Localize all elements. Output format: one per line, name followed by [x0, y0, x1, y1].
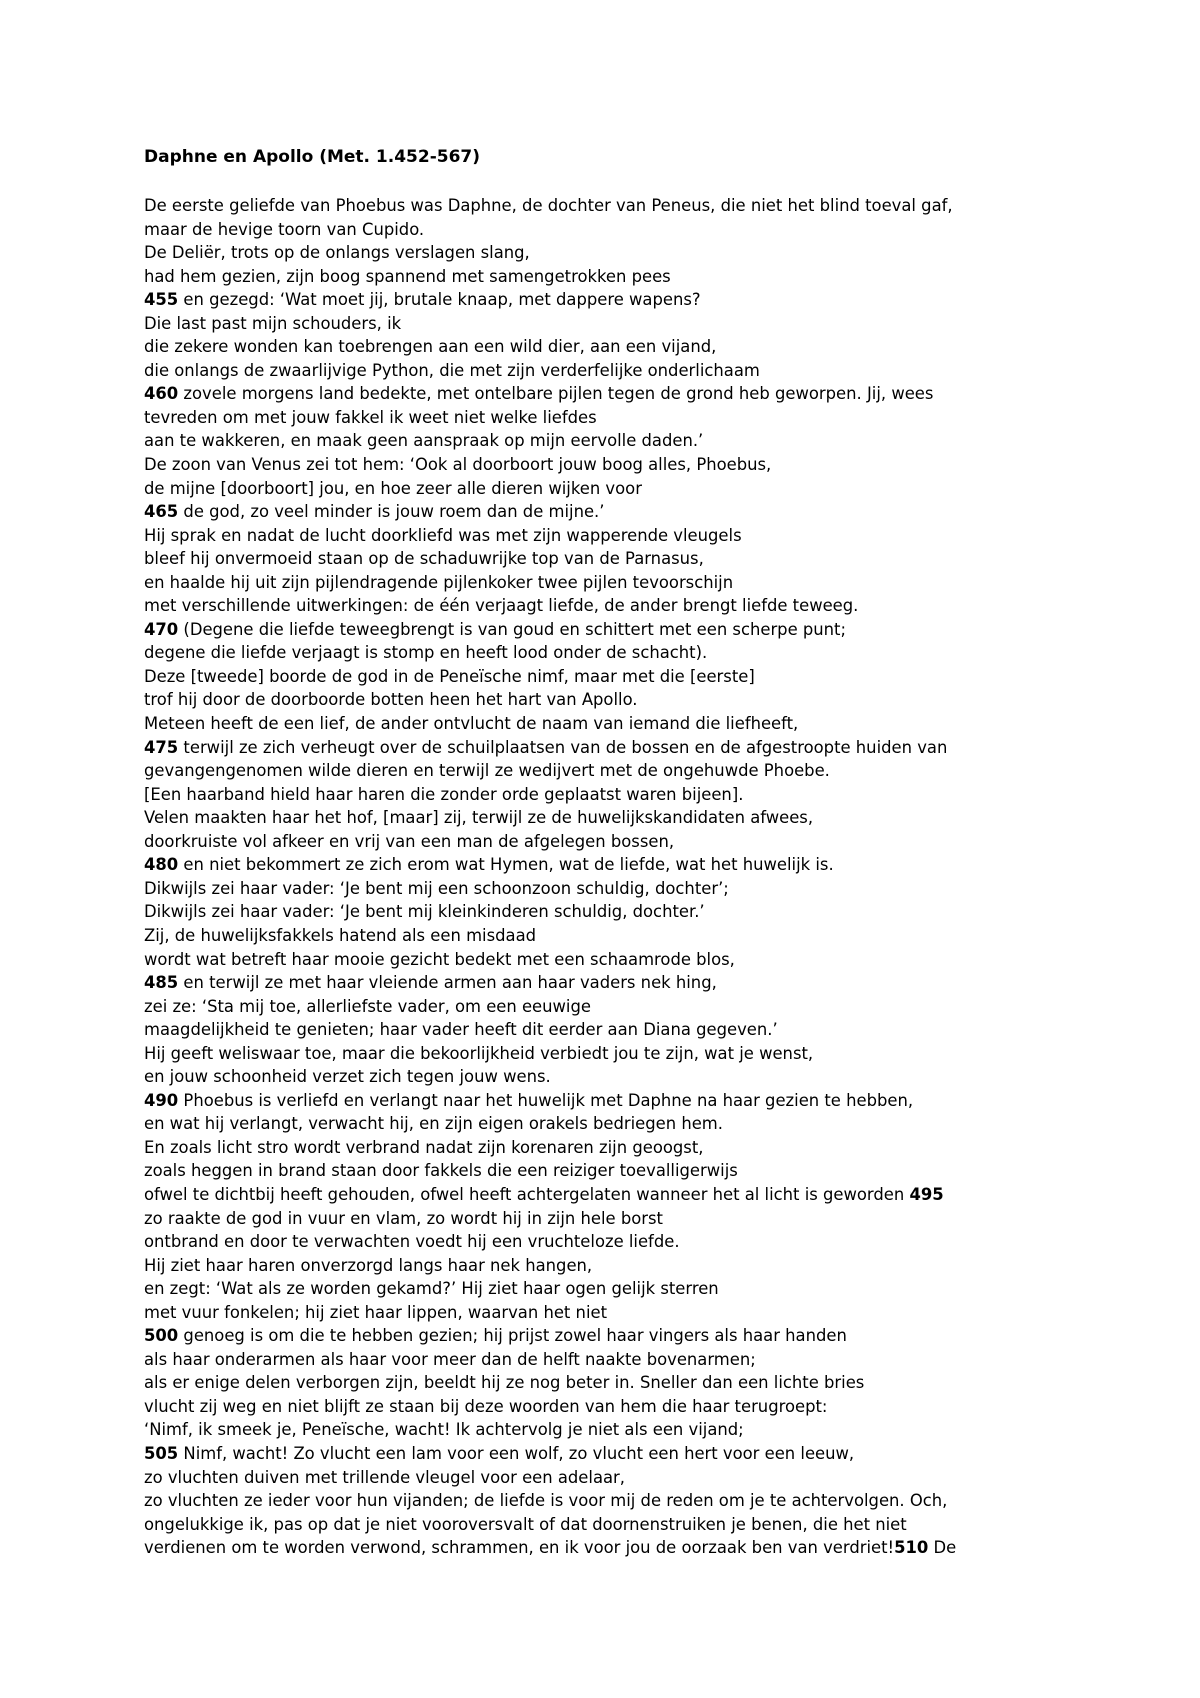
verse-line [144, 806, 1064, 830]
line-text: de mijne [doorboort] jou, en hoe zeer alle dieren wijken voor [144, 478, 642, 498]
line-number: 505 [144, 1443, 179, 1463]
document-body [144, 194, 1064, 1560]
line-text: Hij sprak en nadat de lucht doorkliefd was met zijn wapperende vleugels [144, 525, 742, 545]
verse-line [144, 1371, 1064, 1395]
verse-line-numbered [144, 736, 1064, 760]
verse-line-numbered [144, 288, 1064, 312]
verse-line [144, 1136, 1064, 1160]
verse-line [144, 1207, 1064, 1231]
line-text: bleef hij onvermoeid staan op de schaduwrijke top van de Parnasus, [144, 549, 704, 569]
line-text: en wat hij verlangt, verwacht hij, en zijn eigen orakels bedriegen hem. [144, 1114, 723, 1134]
line-text: Phoebus is verliefd en verlangt naar het huwelijk met Daphne na haar gezien te hebben, [178, 1090, 914, 1110]
line-number: 470 [144, 619, 179, 639]
line-text: ofwel te dichtbij heeft gehouden, ofwel heeft achtergelaten wanneer het al licht is geworden [144, 1184, 910, 1204]
line-number: 455 [144, 290, 179, 310]
line-text: genoeg is om die te hebben gezien; hij prijst zowel haar vingers als haar handen [178, 1326, 847, 1346]
line-text: ongelukkige ik, pas op dat je niet vooroversvalt of dat doornenstruiken je benen, die het niet [144, 1514, 907, 1534]
verse-line-numbered [144, 853, 1064, 877]
line-text: (Degene die liefde teweegbrengt is van goud en schittert met een scherpe punt; [178, 619, 847, 639]
verse-line [144, 712, 1064, 736]
line-text: de god, zo veel minder is jouw roem dan de mijne.’ [178, 502, 605, 522]
verse-line [144, 406, 1064, 430]
verse-line [144, 241, 1064, 265]
line-number: 510 [894, 1538, 929, 1558]
verse-line [144, 312, 1064, 336]
line-text: De zoon van Venus zei tot hem: ‘Ook al doorboort jouw boog alles, Phoebus, [144, 455, 772, 475]
line-text: trof hij door de doorboorde botten heen het hart van Apollo. [144, 690, 638, 710]
line-text: Hij geeft weliswaar toe, maar die bekoorlijkheid verbiedt jou te zijn, wat je wenst, [144, 1043, 814, 1063]
line-text: als er enige delen verborgen zijn, beeldt hij ze nog beter in. Sneller dan een lichte bries [144, 1373, 865, 1393]
verse-line [144, 924, 1064, 948]
line-text: Velen maakten haar het hof, [maar] zij, terwijl ze de huwelijkskandidaten afwees, [144, 808, 814, 828]
verse-line-numbered [144, 1324, 1064, 1348]
line-text: Hij ziet haar haren onverzorgd langs haar nek hangen, [144, 1255, 593, 1275]
line-text: doorkruiste vol afkeer en vrij van een man de afgelegen bossen, [144, 831, 675, 851]
line-text: terwijl ze zich verheugt over de schuilplaatsen van de bossen en de afgestroopte huiden van [178, 737, 948, 757]
verse-line [144, 1395, 1064, 1419]
verse-line-numbered [144, 382, 1064, 406]
verse-line [144, 1466, 1064, 1490]
line-number: 490 [144, 1090, 179, 1110]
verse-line [144, 995, 1064, 1019]
line-text: en gezegd: ‘Wat moet jij, brutale knaap, met dappere wapens? [178, 290, 701, 310]
document-title: Daphne en Apollo (Met. 1.452-567) [144, 147, 481, 167]
line-text: Deze [tweede] boorde de god in de Peneïsche nimf, maar met die [eerste] [144, 666, 755, 686]
line-text: zo vluchten ze ieder voor hun vijanden; de liefde is voor mij de reden om je te achtervolgen. Och, [144, 1491, 948, 1511]
verse-line [144, 453, 1064, 477]
verse-line [144, 1018, 1064, 1042]
line-text: Nimf, wacht! Zo vlucht een lam voor een wolf, zo vlucht een hert voor een leeuw, [178, 1443, 855, 1463]
line-text: wordt wat betreft haar mooie gezicht bedekt met een schaamrode blos, [144, 949, 735, 969]
line-text: met verschillende uitwerkingen: de één verjaagt liefde, de ander brengt liefde teweeg. [144, 596, 859, 616]
line-text: [Een haarband hield haar haren die zonder orde geplaatst waren bijeen]. [144, 784, 744, 804]
line-text: maar de hevige toorn van Cupido. [144, 219, 425, 239]
verse-line-numbered [144, 618, 1064, 642]
line-number: 480 [144, 855, 179, 875]
line-text: die zekere wonden kan toebrengen aan een wild dier, aan een vijand, [144, 337, 717, 357]
line-text: zei ze: ‘Sta mij toe, allerliefste vader, om een eeuwige [144, 996, 591, 1016]
line-text: en niet bekommert ze zich erom wat Hymen, wat de liefde, wat het huwelijk is. [178, 855, 834, 875]
line-text: De eerste geliefde van Phoebus was Daphne, de dochter van Peneus, die niet het blind toeval gaf, [144, 196, 953, 215]
verse-line [144, 1112, 1064, 1136]
line-text: En zoals licht stro wordt verbrand nadat zijn korenaren zijn geoogst, [144, 1137, 704, 1157]
line-text: De [928, 1538, 957, 1558]
verse-line [144, 1042, 1064, 1066]
verse-line [144, 547, 1064, 571]
verse-line [144, 1277, 1064, 1301]
verse-line [144, 783, 1064, 807]
verse-line [144, 877, 1064, 901]
verse-line [144, 1159, 1064, 1183]
verse-line [144, 429, 1064, 453]
verse-line [144, 218, 1064, 242]
verse-line [144, 194, 1064, 218]
verse-line [144, 759, 1064, 783]
line-text: met vuur fonkelen; hij ziet haar lippen, waarvan het niet [144, 1302, 608, 1322]
line-text: en zegt: ‘Wat als ze worden gekamd?’ Hij ziet haar ogen gelijk sterren [144, 1279, 719, 1299]
verse-line [144, 1301, 1064, 1325]
line-text: had hem gezien, zijn boog spannend met samengetrokken pees [144, 266, 671, 286]
line-text: tevreden om met jouw fakkel ik weet niet welke liefdes [144, 407, 597, 427]
verse-line [144, 688, 1064, 712]
line-number: 495 [909, 1184, 944, 1204]
line-text: De Deliër, trots op de onlangs verslagen slang, [144, 243, 530, 263]
verse-line [144, 830, 1064, 854]
line-text: Dikwijls zei haar vader: ‘Je bent mij kleinkinderen schuldig, dochter.’ [144, 902, 705, 922]
line-text: en terwijl ze met haar vleiende armen aan haar vaders nek hing, [178, 973, 717, 993]
verse-line [144, 265, 1064, 289]
verse-line [144, 948, 1064, 972]
line-text: zovele morgens land bedekte, met ontelbare pijlen tegen de grond heb geworpen. Jij, wees [178, 384, 934, 404]
verse-line [144, 524, 1064, 548]
verse-line [144, 900, 1064, 924]
line-text: Zij, de huwelijksfakkels hatend als een misdaad [144, 925, 537, 945]
line-text: maagdelijkheid te genieten; haar vader heeft dit eerder aan Diana gegeven.’ [144, 1020, 778, 1040]
verse-line [144, 1230, 1064, 1254]
line-number: 465 [144, 502, 179, 522]
line-number: 500 [144, 1326, 179, 1346]
verse-line [144, 665, 1064, 689]
verse-line [144, 1348, 1064, 1372]
line-text: Meteen heeft de een lief, de ander ontvlucht de naam van iemand die liefheeft, [144, 714, 799, 734]
line-text: en haalde hij uit zijn pijlendragende pijlenkoker twee pijlen tevoorschijn [144, 572, 734, 592]
verse-line [144, 477, 1064, 501]
verse-line-numbered [144, 1089, 1064, 1113]
verse-line-numbered [144, 1442, 1064, 1466]
line-text: zoals heggen in brand staan door fakkels die een reiziger toevalligerwijs [144, 1161, 738, 1181]
line-text: ontbrand en door te verwachten voedt hij een vruchteloze liefde. [144, 1232, 680, 1252]
verse-line [144, 335, 1064, 359]
line-text: als haar onderarmen als haar voor meer dan de helft naakte bovenarmen; [144, 1349, 756, 1369]
verse-line [144, 1536, 1064, 1560]
line-text: die onlangs de zwaarlijvige Python, die met zijn verderfelijke onderlichaam [144, 360, 760, 380]
verse-line [144, 594, 1064, 618]
verse-line [144, 641, 1064, 665]
verse-line-numbered [144, 500, 1064, 524]
verse-line [144, 1065, 1064, 1089]
line-number: 485 [144, 973, 179, 993]
line-text: en jouw schoonheid verzet zich tegen jouw wens. [144, 1067, 551, 1087]
verse-line-numbered [144, 971, 1064, 995]
line-text: zo vluchten duiven met trillende vleugel voor een adelaar, [144, 1467, 625, 1487]
line-text: gevangengenomen wilde dieren en terwijl ze wedijvert met de ongehuwde Phoebe. [144, 761, 830, 781]
verse-line [144, 1254, 1064, 1278]
line-text: vlucht zij weg en niet blijft ze staan bij deze woorden van hem die haar terugroept: [144, 1396, 828, 1416]
line-text: Die last past mijn schouders, ik [144, 313, 402, 333]
verse-line [144, 1489, 1064, 1513]
verse-line [144, 571, 1064, 595]
line-text: zo raakte de god in vuur en vlam, zo wordt hij in zijn hele borst [144, 1208, 663, 1228]
verse-line [144, 359, 1064, 383]
verse-line [144, 1418, 1064, 1442]
line-text: Dikwijls zei haar vader: ‘Je bent mij een schoonzoon schuldig, dochter’; [144, 878, 729, 898]
line-number: 475 [144, 737, 179, 757]
line-text: aan te wakkeren, en maak geen aanspraak op mijn eervolle daden.’ [144, 431, 704, 451]
verse-line [144, 1513, 1064, 1537]
line-text: degene die liefde verjaagt is stomp en heeft lood onder de schacht). [144, 643, 708, 663]
line-number: 460 [144, 384, 179, 404]
line-text: ‘Nimf, ik smeek je, Peneïsche, wacht! Ik achtervolg je niet als een vijand; [144, 1420, 744, 1440]
line-text: verdienen om te worden verwond, schrammen, en ik voor jou de oorzaak ben van verdriet! [144, 1538, 895, 1558]
verse-line [144, 1183, 1064, 1207]
